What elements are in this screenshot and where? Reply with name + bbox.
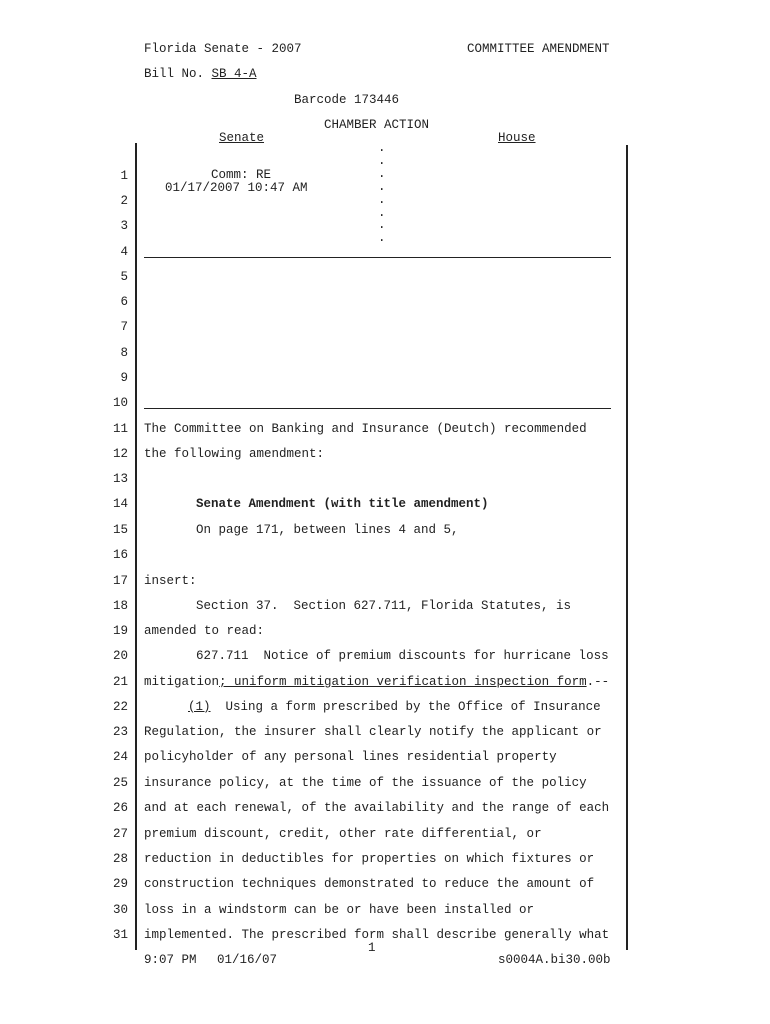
senate-label: Senate (219, 131, 265, 145)
body-line-24: policyholder of any personal lines residential property (144, 750, 557, 764)
line-number: 4 (120, 245, 128, 259)
line-number: 13 (112, 472, 128, 486)
chamber-divider-dots: . . . . . . . . (378, 141, 386, 246)
body-line-18: Section 37. Section 627.711, Florida Statutes, is (196, 599, 572, 613)
line-number: 3 (120, 219, 128, 233)
chamber-action-title: CHAMBER ACTION (324, 118, 430, 132)
senate-year-header: Florida Senate - 2007 (144, 42, 302, 56)
body-line-22 (188, 700, 601, 714)
house-label: House (498, 131, 536, 145)
body-line-17: insert: (144, 574, 197, 588)
line-number: 19 (112, 624, 128, 638)
line-number: 8 (120, 346, 128, 360)
bill-number-line (144, 67, 257, 81)
body-line-30: loss in a windstorm can be or have been installed or (144, 903, 535, 917)
line-number: 20 (112, 649, 128, 663)
bill-prefix: Bill No. (144, 67, 212, 81)
line-number: 7 (120, 320, 128, 334)
page-number: 1 (368, 941, 376, 955)
body-line-25: insurance policy, at the time of the issuance of the policy (144, 776, 587, 790)
body-line-26: and at each renewal, of the availability and the range of each (144, 801, 610, 815)
line-number: 22 (112, 700, 128, 714)
committee-reference: Comm: RE (211, 168, 272, 182)
line-number: 14 (112, 497, 128, 511)
line-number: 29 (112, 877, 128, 891)
inserted-text: ; uniform mitigation verification inspection form (219, 675, 587, 689)
body-line-19: amended to read: (144, 624, 265, 638)
line-number: 15 (112, 523, 128, 537)
amendment-heading: Senate Amendment (with title amendment) (196, 497, 489, 511)
body-line-21-start: mitigation (144, 675, 220, 689)
body-line-21-end: .-- (586, 675, 610, 689)
print-date: 01/16/07 (217, 953, 278, 967)
body-line-31: implemented. The prescribed form shall describe generally what (144, 928, 610, 942)
line-number: 9 (120, 371, 128, 385)
print-time: 9:07 PM (144, 953, 197, 967)
line-number: 2 (120, 194, 128, 208)
subsection-number: (1) (188, 700, 211, 714)
right-margin-line (626, 145, 628, 950)
document-id: s0004A.bi30.00b (498, 953, 611, 967)
left-margin-line (135, 143, 137, 950)
body-line-27: premium discount, credit, other rate differential, or (144, 827, 542, 841)
blank-area-bottom-rule (144, 408, 611, 409)
line-number: 30 (112, 903, 128, 917)
line-number: 12 (112, 447, 128, 461)
committee-datetime: 01/17/2007 10:47 AM (165, 181, 308, 195)
line-number: 5 (120, 270, 128, 284)
line-number: 17 (112, 574, 128, 588)
body-line-20: 627.711 Notice of premium discounts for hurricane loss (196, 649, 609, 663)
body-line-11: The Committee on Banking and Insurance (Deutch) recommended (144, 422, 587, 436)
line-number: 16 (112, 548, 128, 562)
line-number: 11 (112, 422, 128, 436)
line-number: 1 (120, 169, 128, 183)
body-line-12: the following amendment: (144, 447, 325, 461)
line-number: 26 (112, 801, 128, 815)
barcode: Barcode 173446 (294, 93, 400, 107)
body-line-22-text: Using a form prescribed by the Office of Insurance (210, 700, 601, 714)
body-line-23: Regulation, the insurer shall clearly notify the applicant or (144, 725, 602, 739)
line-number: 27 (112, 827, 128, 841)
chamber-box-bottom-rule (144, 257, 611, 258)
line-number: 6 (120, 295, 128, 309)
line-number: 10 (112, 396, 128, 410)
line-number: 24 (112, 750, 128, 764)
line-number: 18 (112, 599, 128, 613)
bill-number: SB 4-A (211, 67, 257, 81)
line-number: 21 (112, 675, 128, 689)
body-line-21 (144, 675, 609, 689)
body-line-28: reduction in deductibles for properties on which fixtures or (144, 852, 595, 866)
line-number: 25 (112, 776, 128, 790)
amendment-type-header: COMMITTEE AMENDMENT (467, 42, 610, 56)
body-line-15: On page 171, between lines 4 and 5, (196, 523, 459, 537)
line-number: 28 (112, 852, 128, 866)
line-number: 23 (112, 725, 128, 739)
line-number: 31 (112, 928, 128, 942)
body-line-29: construction techniques demonstrated to reduce the amount of (144, 877, 595, 891)
